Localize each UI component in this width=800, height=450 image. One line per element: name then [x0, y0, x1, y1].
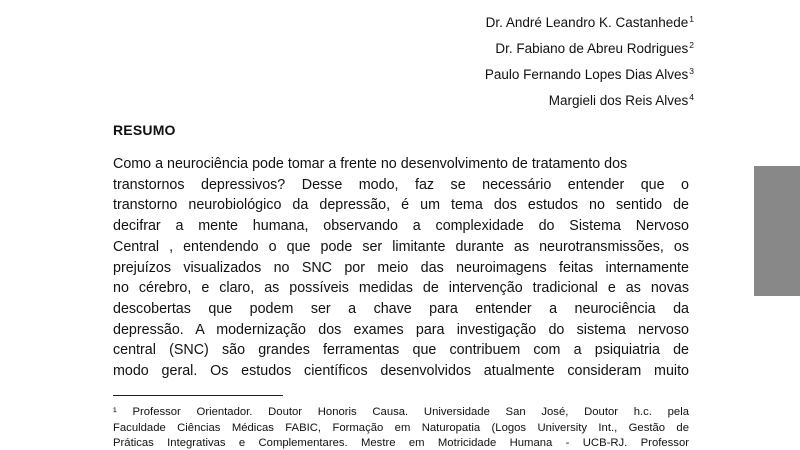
author-name: Margieli dos Reis Alves	[548, 93, 689, 108]
author-footnote-marker: 4	[689, 92, 694, 102]
abstract-line: modo geral. Os estudos científicos desenvolvidos atualmente consideram muito	[113, 363, 689, 380]
footnote-line: ¹ Professor Orientador. Doutor Honoris Causa. Universidade San José, Doutor h.c. pela	[113, 406, 689, 418]
author-name: Dr. André Leandro K. Castanhede	[485, 15, 689, 30]
author-line	[485, 34, 694, 60]
abstract-line: decifrar a mente humana, observando a complexidade do Sistema Nervoso	[113, 218, 689, 235]
abstract-line: prejuízos visualizados no SNC por meio das neuroimagens feitas internamente	[113, 259, 689, 276]
author-footnote-marker: 2	[689, 40, 694, 50]
footnote	[113, 405, 689, 450]
author-name: Dr. Fabiano de Abreu Rodrigues	[495, 41, 689, 56]
footnote-line: Práticas Integrativas e Complementares. Mestre em Motricidade Humana - UCB-RJ. Professor	[113, 437, 689, 449]
author-list	[485, 8, 694, 112]
abstract-line: transtornos depressivos? Desse modo, faz se necessário entender que o	[113, 176, 689, 193]
side-page-tab	[754, 166, 800, 296]
abstract-line: Central , entendendo o que pode ser limitante durante as neurotransmissões, os	[113, 238, 689, 255]
author-line	[485, 8, 694, 34]
footnote-divider	[113, 395, 283, 396]
section-heading-resumo: RESUMO	[113, 122, 176, 138]
author-footnote-marker: 1	[689, 14, 694, 24]
abstract-paragraph	[113, 154, 689, 382]
abstract-line: depressão. A modernização dos exames para investigação do sistema nervoso	[113, 321, 689, 338]
abstract-line: Como a neurociência pode tomar a frente no desenvolvimento de tratamento dos	[113, 156, 628, 172]
author-footnote-marker: 3	[689, 66, 694, 76]
author-line	[485, 60, 694, 86]
abstract-line: descobertas que podem ser a chave para entender a neurociência da	[113, 300, 689, 317]
author-name: Paulo Fernando Lopes Dias Alves	[484, 67, 689, 82]
abstract-line: transtorno neurobiológico da depressão, é um tema dos estudos no sentido de	[113, 197, 689, 214]
footnote-line: Faculdade Ciências Médicas FABIC, Formação em Naturopatia (Logos University Int., Gestão de	[113, 421, 689, 434]
author-line	[485, 86, 694, 112]
abstract-line: central (SNC) são grandes ferramentas que contribuem com a psiquiatria de	[113, 342, 689, 359]
abstract-line: no cérebro, e claro, as possíveis medidas de intervenção tradicional e as novas	[113, 280, 689, 297]
